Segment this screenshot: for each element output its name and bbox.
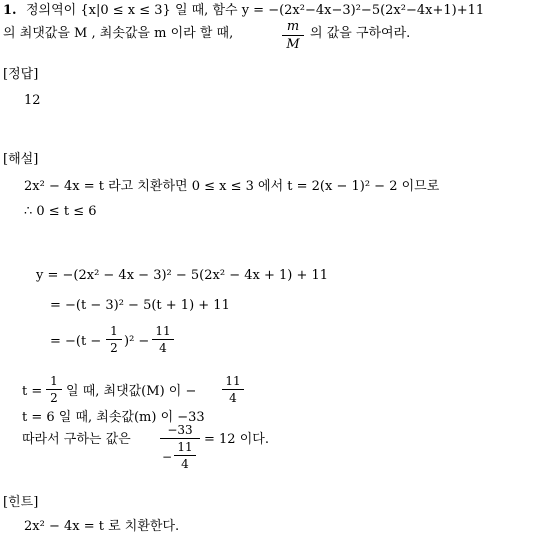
equation-line-3-pre: = −(t − [50, 334, 102, 349]
fraction-numerator: −33 [167, 423, 193, 437]
fraction-denominator [160, 441, 200, 471]
final-denominator-minus: − [162, 450, 173, 464]
fraction-bar [106, 339, 122, 340]
equation-line-2: = −(t − 3)² − 5(t + 1) + 11 [50, 298, 230, 313]
equation-fraction-eleven-quarters [152, 325, 174, 354]
fraction-denominator: 4 [159, 341, 167, 355]
fraction-denominator: M [286, 37, 300, 52]
fraction-bar [160, 438, 200, 439]
problem-fraction [282, 20, 304, 51]
fraction-bar [174, 455, 196, 456]
max-line-mid: 일 때, 최댓값(M) 이 − [66, 384, 197, 399]
fraction-numerator: m [286, 19, 300, 34]
fraction-bar [46, 389, 62, 390]
fraction-denominator: 2 [50, 391, 58, 405]
max-line-pre: t = [22, 384, 43, 399]
equation-line-1: y = −(2x² − 4x − 3)² − 5(2x² − 4x + 1) + 11 [36, 268, 329, 283]
solution-label: [해설] [3, 152, 39, 167]
fraction-denominator: 4 [229, 391, 237, 405]
fraction-denominator: 4 [181, 457, 189, 471]
fraction-bar [152, 339, 174, 340]
fraction-denominator: 2 [110, 341, 118, 355]
solution-line-2: ∴ 0 ≤ t ≤ 6 [24, 204, 97, 219]
equation-fraction-half [106, 325, 122, 354]
fraction-numerator: 11 [155, 324, 171, 338]
hint-text: 2x² − 4x = t 로 치환한다. [24, 519, 180, 534]
fraction-numerator: 1 [110, 324, 118, 338]
fraction-numerator: 1 [50, 374, 58, 388]
final-line-post: = 12 이다. [204, 432, 269, 447]
final-fraction [160, 424, 200, 471]
final-line-pre: 따라서 구하는 값은 [22, 432, 131, 447]
min-line: t = 6 일 때, 최솟값(m) 이 −33 [22, 410, 205, 425]
problem-line-2-pre: 의 최댓값을 M , 최솟값을 m 이라 할 때, [3, 26, 234, 41]
final-denominator-fraction [174, 441, 196, 470]
solution-line-1: 2x² − 4x = t 라고 치환하면 0 ≤ x ≤ 3 에서 t = 2(x − 1)² − 2 이므로 [24, 179, 440, 194]
fraction-bar [282, 35, 304, 36]
max-fraction-eleven-quarters [222, 375, 244, 404]
hint-label: [힌트] [3, 495, 39, 510]
problem-line-2-post: 의 값을 구하여라. [310, 26, 411, 41]
answer-value: 12 [24, 93, 41, 108]
equation-line-3-mid: )² − [124, 334, 150, 349]
max-fraction-half [46, 375, 62, 404]
answer-label: [정답] [3, 67, 39, 82]
problem-number: 1. [3, 3, 17, 18]
problem-line-1: 정의역이 {x|0 ≤ x ≤ 3} 일 때, 함수 y = −(2x²−4x−3)²−5(2x²−4x+1)+11 [26, 3, 485, 18]
fraction-numerator: 11 [225, 374, 241, 388]
fraction-bar [222, 389, 244, 390]
fraction-numerator: 11 [177, 440, 193, 454]
